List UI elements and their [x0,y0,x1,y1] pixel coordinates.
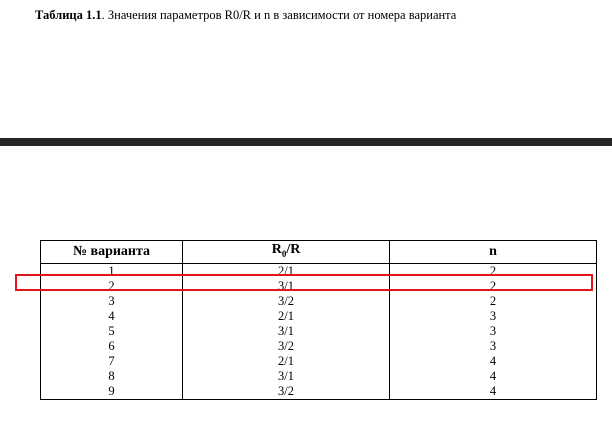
header-ratio-sub: 0 [281,248,287,259]
cell-n: 2 [390,263,597,279]
cell-n: 2 [390,294,597,309]
cell-ratio: 3/1 [183,324,390,339]
table-body [41,263,597,399]
horizontal-divider [0,138,612,146]
table-row [41,324,597,339]
parameters-table [40,240,597,400]
cell-ratio: 3/1 [183,279,390,294]
cell-ratio: 3/1 [183,369,390,384]
cell-variant: 9 [41,384,183,400]
table-row [41,339,597,354]
cell-ratio: 3/2 [183,294,390,309]
header-ratio [183,241,390,264]
cell-ratio: 2/1 [183,263,390,279]
cell-variant: 1 [41,263,183,279]
cell-ratio: 3/2 [183,339,390,354]
caption-label: Таблица 1.1 [35,8,102,22]
cell-variant: 8 [41,369,183,384]
cell-n: 4 [390,384,597,400]
cell-variant: 6 [41,339,183,354]
parameters-table-container [40,240,596,400]
cell-n: 4 [390,354,597,369]
cell-n: 3 [390,339,597,354]
cell-variant: 3 [41,294,183,309]
cell-ratio: 2/1 [183,354,390,369]
header-ratio-tail: /R [286,242,301,257]
cell-n: 2 [390,279,597,294]
table-row [41,354,597,369]
cell-n: 3 [390,324,597,339]
table-caption [35,8,456,23]
header-ratio-main: R [271,242,282,257]
cell-n: 4 [390,369,597,384]
cell-n: 3 [390,309,597,324]
table-row [41,309,597,324]
cell-variant: 4 [41,309,183,324]
cell-variant: 7 [41,354,183,369]
table-header-row [41,241,597,264]
table-row [41,384,597,400]
cell-ratio: 3/2 [183,384,390,400]
header-n: n [390,241,597,264]
cell-ratio: 2/1 [183,309,390,324]
cell-variant: 5 [41,324,183,339]
table-row [41,263,597,279]
table-row [41,294,597,309]
cell-variant: 2 [41,279,183,294]
table-row [41,369,597,384]
table-row [41,279,597,294]
header-variant: № варианта [41,241,183,264]
caption-text: . Значения параметров R0/R и n в зависимости от номера варианта [101,8,457,22]
